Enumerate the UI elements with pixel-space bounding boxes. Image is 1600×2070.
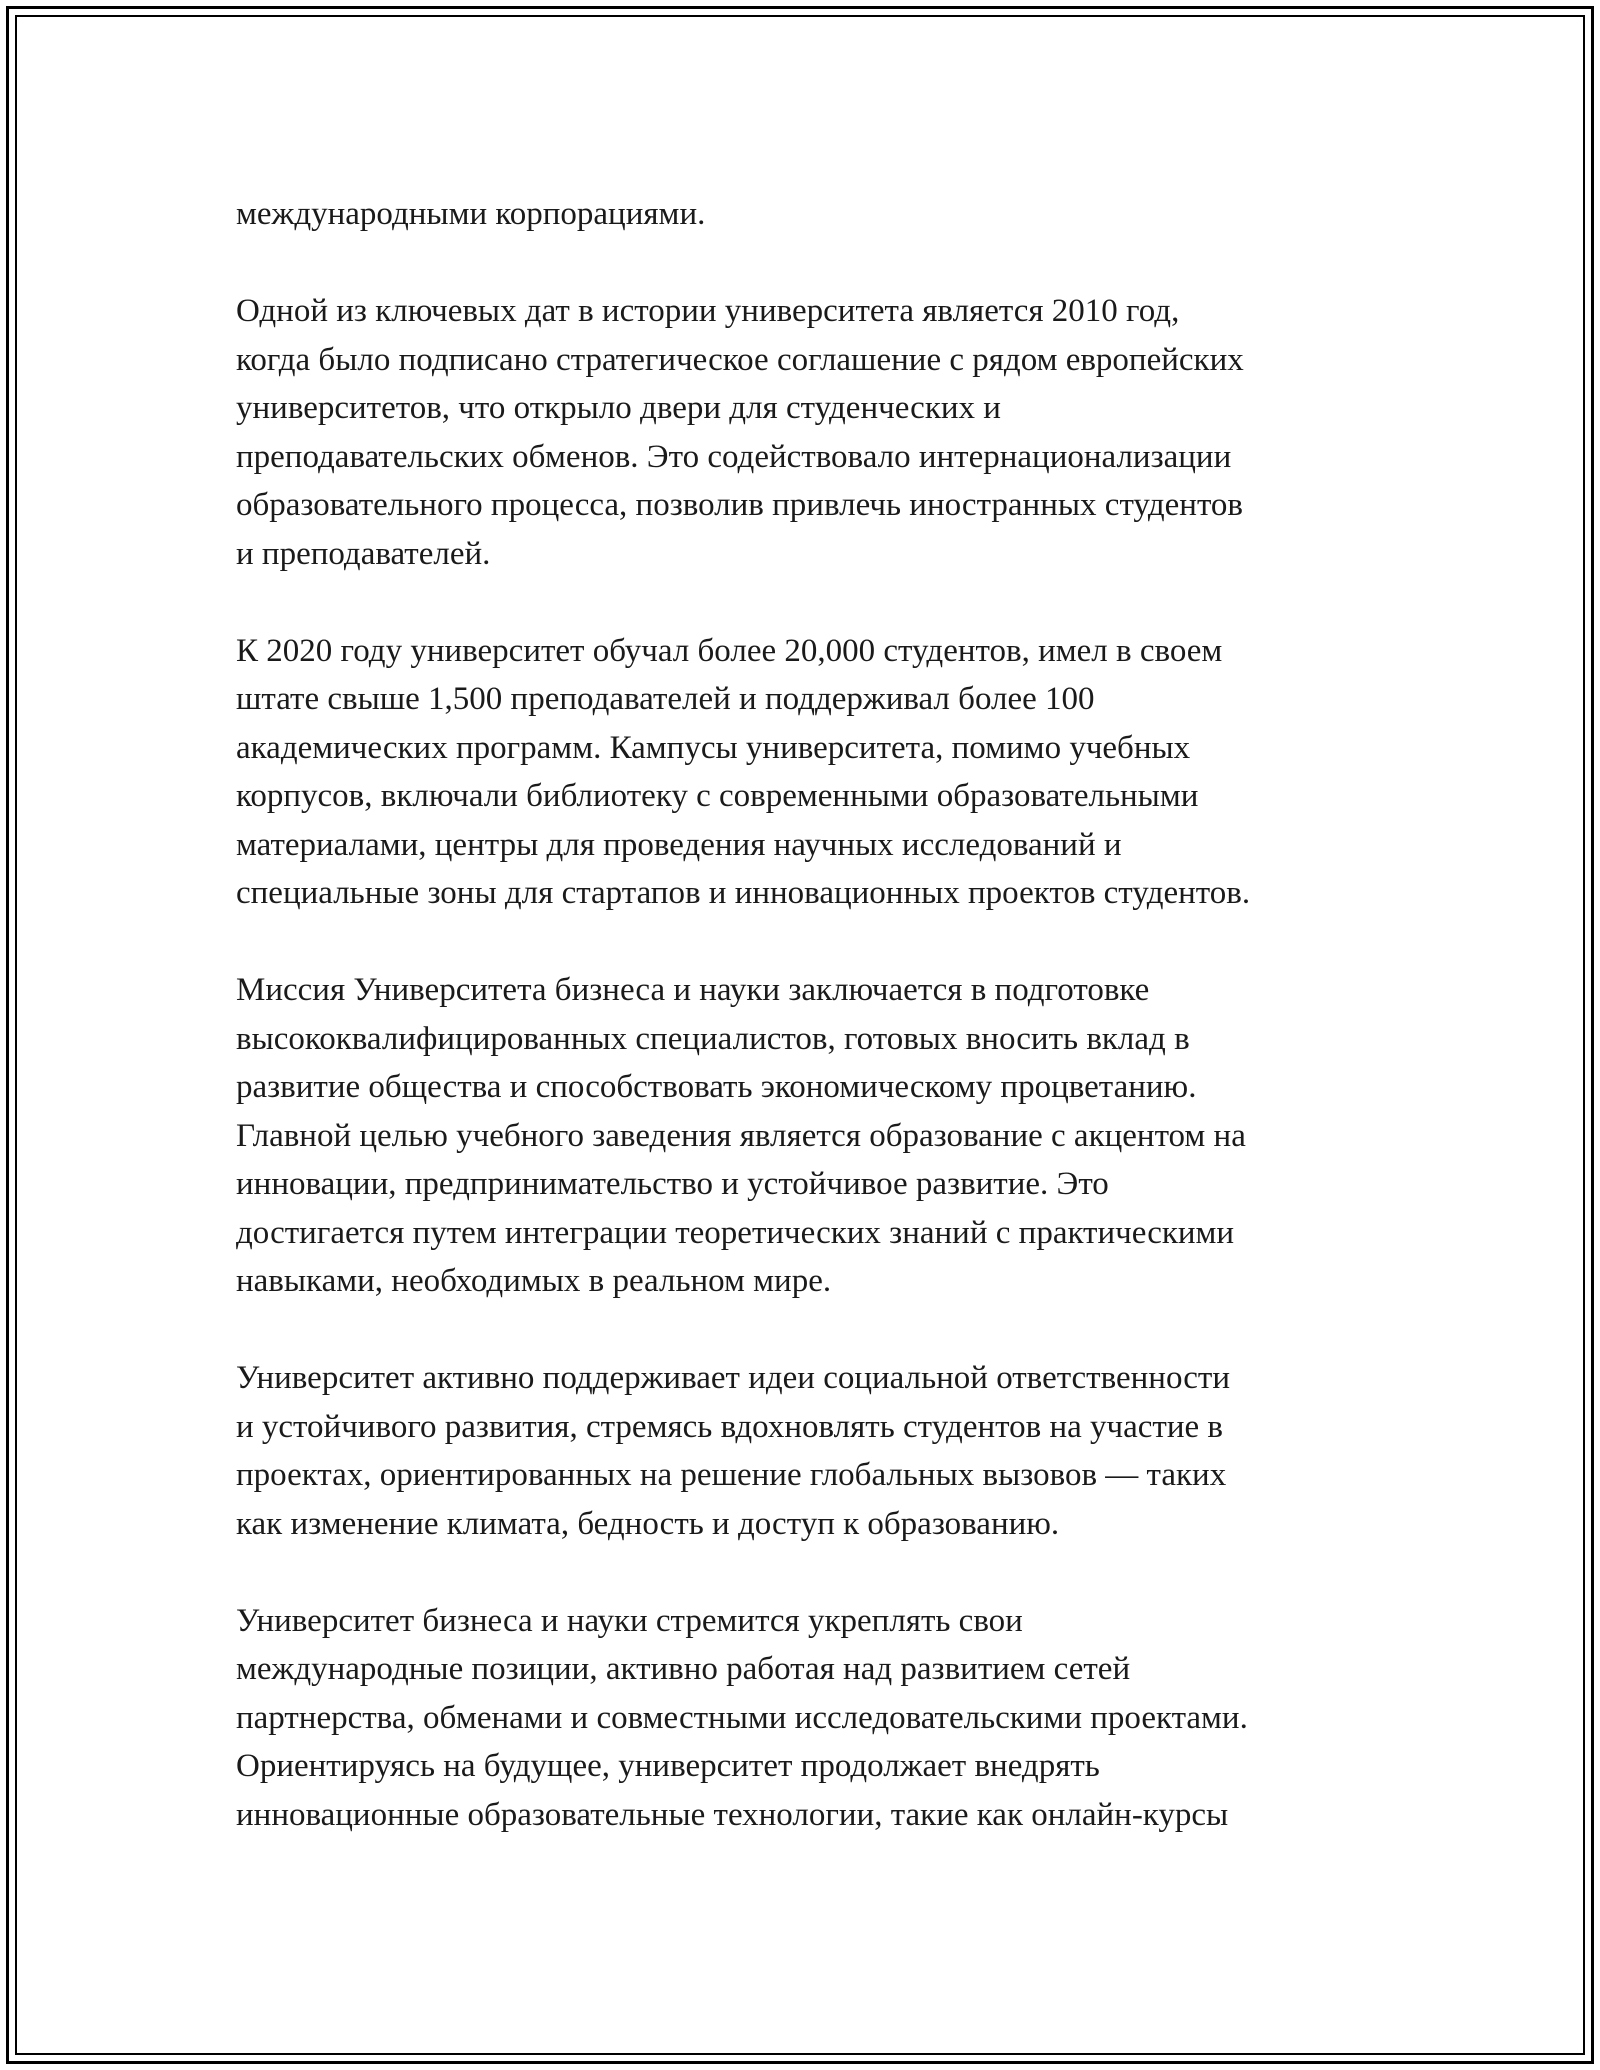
paragraph <box>236 966 1376 1306</box>
text-line: развитие общества и способствовать экономическому процветанию. <box>236 1069 1197 1105</box>
text-line: корпусов, включали библиотеку с современными образовательными <box>236 778 1199 814</box>
text-line: инновационные образовательные технологии, такие как онлайн-курсы <box>236 1796 1229 1833</box>
text-line: штате свыше 1,500 преподавателей и поддерживал более 100 <box>236 681 1095 717</box>
paragraph <box>236 287 1376 578</box>
paragraph <box>236 1597 1376 1840</box>
document-body <box>236 190 1376 1888</box>
text-line: когда было подписано стратегическое соглашение с рядом европейских <box>236 341 1244 378</box>
text-line: К 2020 году университет обучал более 20,000 студентов, имел в своем <box>236 632 1223 669</box>
text-line: преподавательских обменов. Это содействовало интернационализации <box>236 438 1232 475</box>
paragraph <box>236 1354 1376 1548</box>
paragraph <box>236 190 1376 239</box>
text-line: Миссия Университета бизнеса и науки заключается в подготовке <box>236 972 1150 1008</box>
text-line: инновации, предпринимательство и устойчивое развитие. Это <box>236 1166 1109 1202</box>
text-line: партнерства, обменами и совместными исследовательскими проектами. <box>236 1699 1248 1736</box>
text-line: специальные зоны для стартапов и инновационных проектов студентов. <box>236 875 1251 911</box>
text-line: международными корпорациями. <box>236 196 706 232</box>
text-line: образовательного процесса, позволив привлечь иностранных студентов <box>236 487 1244 523</box>
text-line: университетов, что открыло двери для студенческих и <box>236 390 1001 426</box>
text-line: проектах, ориентированных на решение глобальных вызовов — таких <box>236 1457 1227 1493</box>
text-line: и преподавателей. <box>236 535 491 572</box>
text-line: Ориентируясь на будущее, университет продолжает внедрять <box>236 1748 1100 1784</box>
text-line: материалами, центры для проведения научных исследований и <box>236 826 1122 863</box>
text-line: Одной из ключевых дат в истории университета является 2010 год, <box>236 293 1180 329</box>
text-line: как изменение климата, бедность и доступ к образованию. <box>236 1505 1060 1542</box>
text-line: Университет активно поддерживает идеи социальной ответственности <box>236 1360 1231 1396</box>
text-line: достигается путем интеграции теоретических знаний с практическими <box>236 1214 1235 1251</box>
text-line: Университет бизнеса и науки стремится укреплять свои <box>236 1602 1023 1639</box>
text-line: международные позиции, активно работая над развитием сетей <box>236 1651 1131 1687</box>
text-line: навыками, необходимых в реальном мире. <box>236 1263 832 1299</box>
text-line: академических программ. Кампусы университета, помимо учебных <box>236 729 1191 766</box>
text-line: Главной целью учебного заведения является образование с акцентом на <box>236 1117 1246 1154</box>
text-line: высококвалифицированных специалистов, готовых вносить вклад в <box>236 1020 1190 1057</box>
paragraph <box>236 627 1376 918</box>
text-line: и устойчивого развития, стремясь вдохновлять студентов на участие в <box>236 1408 1223 1445</box>
